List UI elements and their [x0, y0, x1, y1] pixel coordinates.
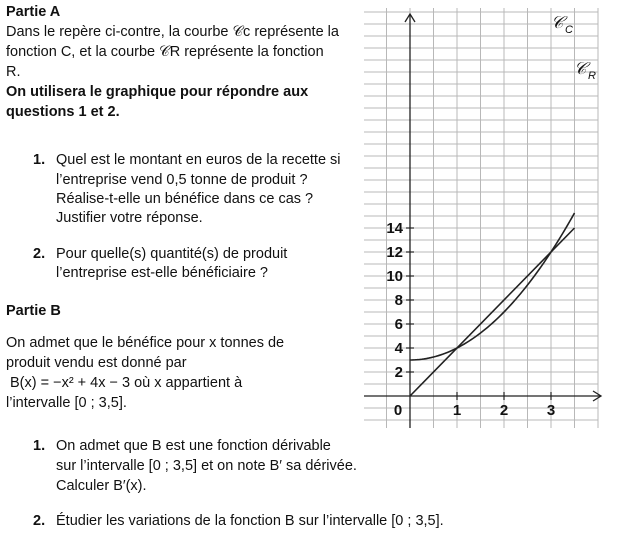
y-tick-label: 6	[394, 316, 403, 333]
x-tick-label: 3	[546, 402, 556, 419]
part-b-formula: B(x) = −x² + 4x − 3 où x appartient à	[10, 375, 243, 391]
y-tick-label: 4	[394, 340, 403, 357]
y-tick-label: 8	[394, 292, 403, 309]
question-a1-number: 1.	[33, 152, 46, 168]
question-b1-line-3: Calculer B′(x).	[56, 478, 147, 494]
question-a2-line-2: l’entreprise est-elle bénéficiaire ?	[56, 265, 268, 281]
question-b1-line-1: On admet que B est une fonction dérivable	[56, 438, 331, 454]
y-tick-label: 2	[394, 364, 403, 381]
label-cc-subscript: C	[565, 24, 573, 36]
curve-cost-cc	[410, 213, 575, 360]
part-b-intro-line-2: produit vendu est donné par	[6, 355, 187, 371]
y-tick-label: 12	[386, 244, 403, 261]
question-b2-number: 2.	[33, 513, 46, 529]
y-tick-label: 10	[386, 268, 403, 285]
x-tick-label: 1	[452, 402, 462, 419]
question-a2-line-1: Pour quelle(s) quantité(s) de produit	[56, 246, 288, 262]
cost-revenue-graph	[340, 0, 617, 440]
question-b1-number: 1.	[33, 438, 46, 454]
part-b-title: Partie B	[6, 303, 61, 319]
question-a1-line-1: Quel est le montant en euros de la recette si	[56, 152, 341, 168]
label-cc: 𝒞	[551, 13, 564, 32]
question-a1-line-3: Réalise-t-elle un bénéfice dans ce cas ?	[56, 191, 314, 207]
part-a-intro-line-3: R.	[6, 64, 21, 80]
part-a-intro-line-1: Dans le repère ci-contre, la courbe 𝒞c représente la	[6, 24, 339, 40]
part-a-instruction-line-1: On utilisera le graphique pour répondre aux	[6, 84, 309, 100]
part-b-intro-line-1: On admet que le bénéfice pour x tonnes de	[6, 335, 285, 351]
label-cr: 𝒞	[574, 59, 587, 78]
y-tick-label: 14	[386, 220, 403, 237]
part-a-title: Partie A	[6, 4, 61, 20]
question-a2-number: 2.	[33, 246, 46, 262]
x-tick-label: 0	[393, 402, 403, 419]
question-b1-line-2: sur l’intervalle [0 ; 3,5] et on note B′ sa dérivée.	[56, 458, 357, 474]
question-a1-line-2: l’entreprise vend 0,5 tonne de produit ?	[56, 172, 308, 188]
part-b-intro-line-4: l’intervalle [0 ; 3,5].	[6, 395, 127, 411]
part-a-instruction-line-2: questions 1 et 2.	[6, 104, 120, 120]
x-tick-label: 2	[499, 402, 509, 419]
question-a1-line-4: Justifier votre réponse.	[56, 210, 203, 226]
question-b2-text: Étudier les variations de la fonction B sur l’intervalle [0 ; 3,5].	[56, 513, 444, 529]
label-cr-subscript: R	[588, 70, 596, 82]
part-a-intro-line-2: fonction C, et la courbe 𝒞R représente la fonction	[6, 44, 324, 60]
